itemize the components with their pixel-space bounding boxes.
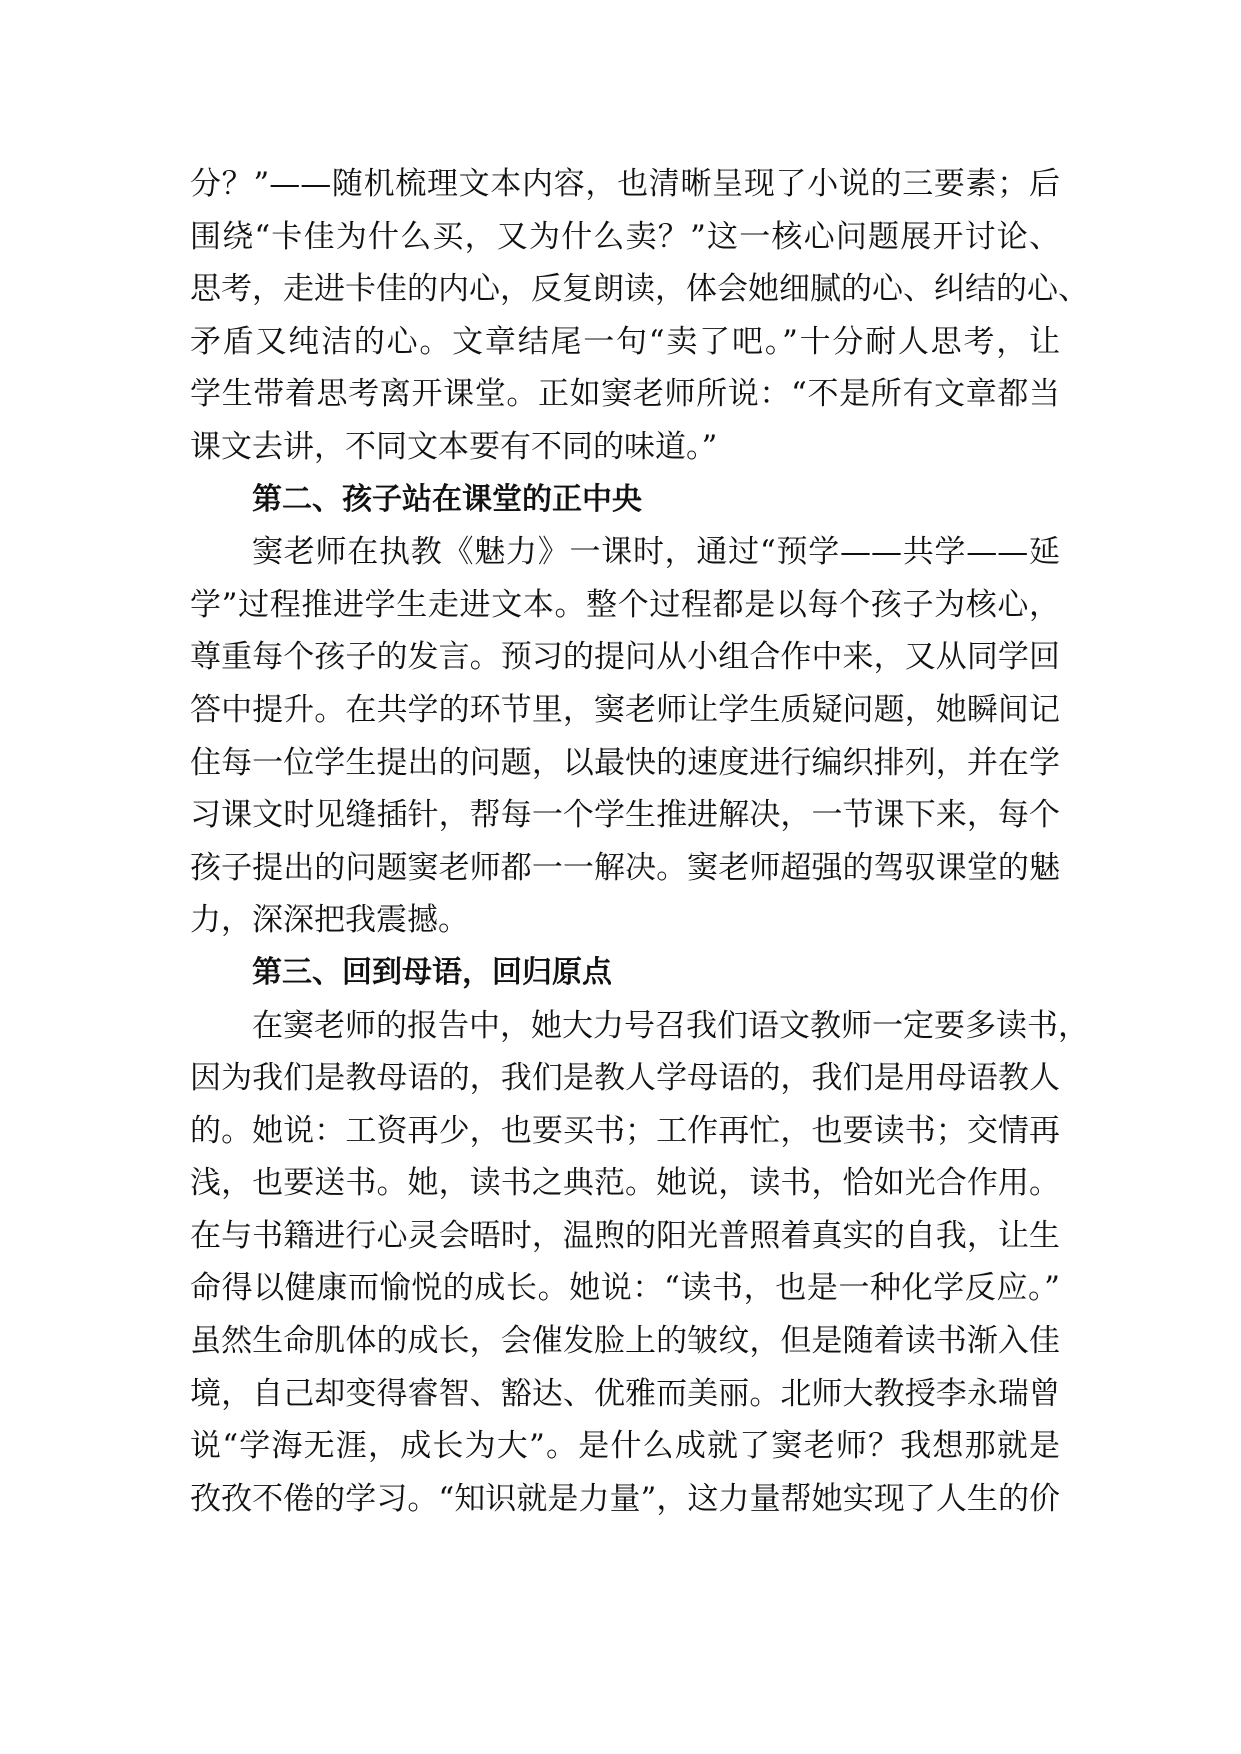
paragraph-line: 浅，也要送书。她，读书之典范。她说，读书，恰如光合作用。 [190,1165,1060,1202]
paragraph-line: 力，深深把我震撼。 [190,902,469,939]
section-heading-3: 第三、回到母语，回归原点 [252,954,612,990]
paragraph-line: 境，自己却变得睿智、豁达、优雅而美丽。北师大教授李永瑞曾 [190,1375,1060,1412]
section-heading-2: 第二、孩子站在课堂的正中央 [252,481,642,517]
paragraph-line: 分？”——随机梳理文本内容，也清晰呈现了小说的三要素；后 [190,166,1060,202]
paragraph-line: 在与书籍进行心灵会晤时，温煦的阳光普照着真实的自我，让生 [190,1217,1060,1254]
paragraph-line: 虽然生命肌体的成长，会催发脸上的皱纹，但是随着读书渐入佳 [190,1323,1060,1360]
paragraph-line: 答中提升。在共学的环节里，窦老师让学生质疑问题，她瞬间记 [190,691,1060,728]
paragraph-line: 在窦老师的报告中，她大力号召我们语文教师一定要多读书， [252,1007,1089,1044]
paragraph-line: 围绕“卡佳为什么买，又为什么卖？”这一核心问题展开讨论、 [190,218,1060,255]
paragraph-line: 住每一位学生提出的问题，以最快的速度进行编织排列，并在学 [190,744,1060,781]
paragraph-line: 习课文时见缝插针，帮每一个学生推进解决，一节课下来，每个 [190,797,1060,834]
paragraph-line: 孩子提出的问题窦老师都一一解决。窦老师超强的驾驭课堂的魅 [190,849,1060,886]
paragraph-line: 孜孜不倦的学习。“知识就是力量”，这力量帮她实现了人生的价 [190,1480,1060,1517]
paragraph-line: 的。她说：工资再少，也要买书；工作再忙，也要读书；交情再 [190,1112,1060,1149]
paragraph-line: 尊重每个孩子的发言。预习的提问从小组合作中来，又从同学回 [190,639,1060,676]
paragraph-line: 矛盾又纯洁的心。文章结尾一句“卖了吧。”十分耐人思考，让 [190,323,1060,360]
paragraph-line: 课文去讲，不同文本要有不同的味道。” [190,428,718,465]
paragraph-line: 思考，走进卡佳的内心，反复朗读，体会她细腻的心、纠结的心、 [190,271,1089,308]
paragraph-line: 窦老师在执教《魅力》一课时，通过“预学——共学——延 [252,534,1060,571]
paragraph-line: 因为我们是教母语的，我们是教人学母语的，我们是用母语教人 [190,1060,1060,1097]
paragraph-line: 学”过程推进学生走进文本。整个过程都是以每个孩子为核心， [190,586,1060,623]
document-body [190,158,1089,1525]
paragraph-line: 学生带着思考离开课堂。正如窦老师所说：“不是所有文章都当 [190,376,1060,413]
paragraph-line: 命得以健康而愉悦的成长。她说：“读书，也是一种化学反应。” [190,1270,1060,1307]
paragraph-line: 说“学海无涯，成长为大”。是什么成就了窦老师？我想那就是 [190,1428,1060,1465]
